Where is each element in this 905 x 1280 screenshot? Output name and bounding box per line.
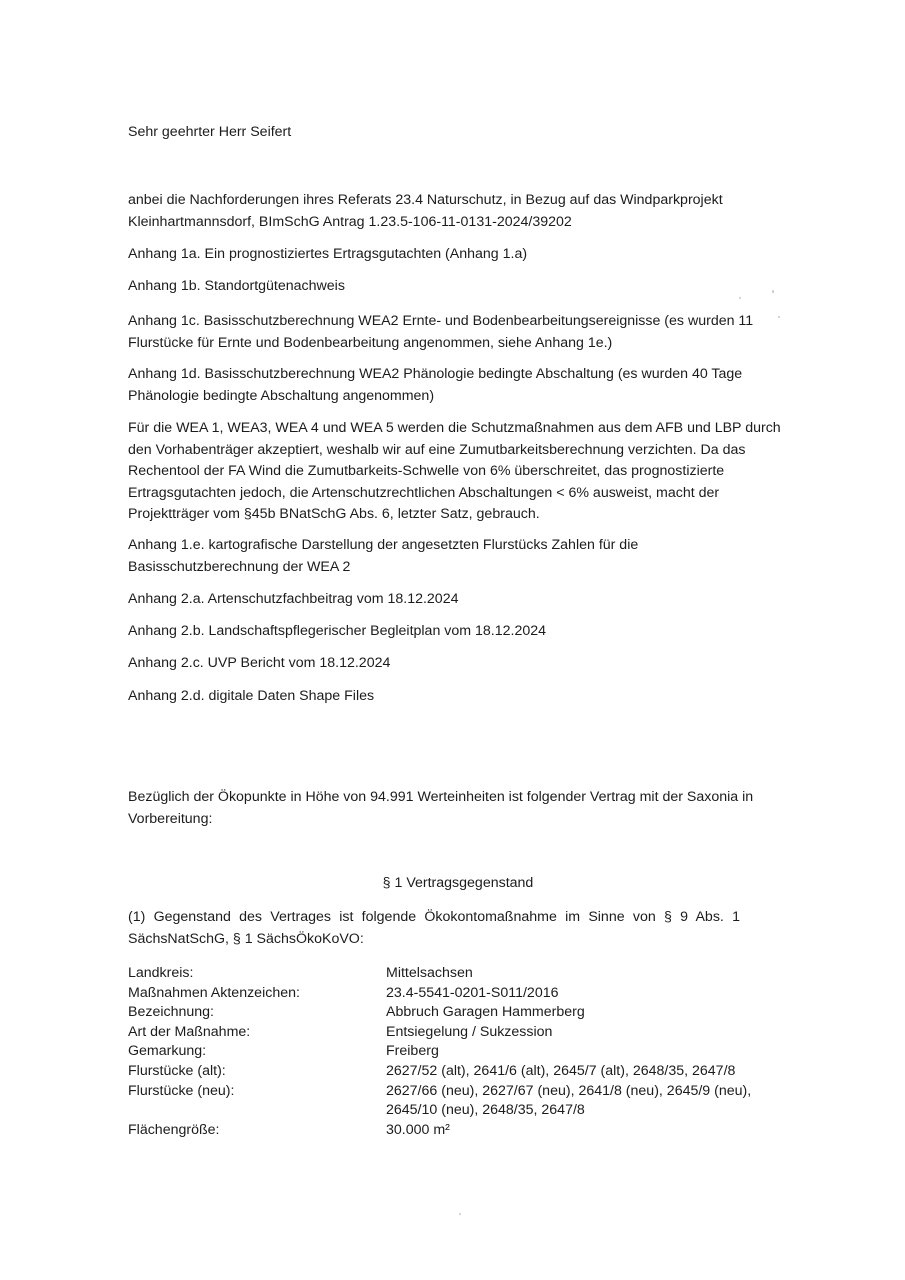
scan-speck: [772, 290, 774, 293]
detail-row: [128, 1003, 786, 1023]
measure-details-table: [128, 964, 786, 1140]
scan-speck: [778, 316, 780, 318]
detail-label: Maßnahmen Aktenzeichen:: [128, 984, 300, 1001]
annex-1c: Anhang 1c. Basisschutzberechnung WEA2 Ernte- und Bodenbearbeitungsereignisse (es wurden 11 Flurstücke für Ernte und Bodenbearbeitung angenommen, siehe Anhang 1e.): [128, 313, 754, 351]
annex-1a: Anhang 1a. Ein prognostiziertes Ertragsgutachten (Anhang 1.a): [128, 246, 528, 262]
detail-value: 2627/66 (neu), 2627/67 (neu), 2641/8 (neu), 2645/9 (neu), 2645/10 (neu), 2648/35, 2647/8: [386, 1082, 752, 1119]
detail-label: Flächengröße:: [128, 1121, 220, 1138]
annex-1b: Anhang 1b. Standortgütenachweis: [128, 278, 345, 294]
detail-label: Flurstücke (alt):: [128, 1062, 226, 1079]
detail-row: [128, 1121, 786, 1141]
section-heading: § 1 Vertragsgegenstand: [382, 875, 534, 891]
detail-value: Mittelsachsen: [386, 965, 473, 981]
detail-row: [128, 984, 786, 1004]
detail-label: Bezeichnung:: [128, 1004, 214, 1021]
wea-paragraph: Für die WEA 1, WEA3, WEA 4 und WEA 5 werden die Schutzmaßnahmen aus dem AFB und LBP durch den Vorhabenträger akzeptiert, weshalb wir auf eine Zumutbarkeitsberechnung verzichten. Da das Rechentool der FA Wind die Zumutbarkeits-Schwelle von 6% überschreitet, das prognostizierte Ertragsgutachten jedoch, die Artenschutzrechtlichen Abschaltungen < 6% ausweist, macht der Projektträger vom §45b BNatSchG Abs. 6, letzter Satz, gebrauch.: [128, 420, 781, 522]
clause-1: (1) Gegenstand des Vertrages ist folgende Ökokontomaßnahme im Sinne von § 9 Abs. 1 SächsNatSchG, § 1 SächsÖkoKoVO:: [128, 909, 740, 947]
annex-2c: Anhang 2.c. UVP Bericht vom 18.12.2024: [128, 655, 391, 671]
detail-label: Landkreis:: [128, 965, 194, 981]
detail-value: 30.000 m²: [386, 1121, 450, 1138]
intro-paragraph: anbei die Nachforderungen ihres Referats 23.4 Naturschutz, in Bezug auf das Windparkprojekt Kleinhartmannsdorf, BImSchG Antrag 1.23.5-106-11-0131-2024/39202: [128, 192, 723, 230]
detail-row: [128, 1023, 786, 1043]
annex-1e: Anhang 1.e. kartografische Darstellung der angesetzten Flurstücks Zahlen für die Basisschutzberechnung der WEA 2: [128, 537, 639, 575]
oekopunkte-paragraph: Bezüglich der Ökopunkte in Höhe von 94.991 Werteinheiten ist folgender Vertrag mit der Saxonia in Vorbereitung:: [128, 789, 754, 827]
detail-value: 23.4-5541-0201-S011/2016: [386, 984, 559, 1001]
detail-row: [128, 964, 786, 984]
scan-speck: [739, 297, 741, 299]
detail-row: [128, 1062, 786, 1082]
scan-speck: [459, 1213, 461, 1215]
detail-value: Abbruch Garagen Hammerberg: [386, 1004, 585, 1021]
salutation: Sehr geehrter Herr Seifert: [128, 124, 292, 140]
annex-2a: Anhang 2.a. Artenschutzfachbeitrag vom 18.12.2024: [128, 591, 459, 607]
annex-1d: Anhang 1d. Basisschutzberechnung WEA2 Phänologie bedingte Abschaltung (es wurden 40 Tage Phänologie bedingte Abschaltung angenommen): [128, 366, 743, 404]
detail-label: Gemarkung:: [128, 1043, 207, 1060]
detail-value: Freiberg: [386, 1043, 439, 1060]
detail-row: [128, 1082, 786, 1121]
detail-label: Flurstücke (neu):: [128, 1082, 235, 1099]
detail-value: 2627/52 (alt), 2641/6 (alt), 2645/7 (alt), 2648/35, 2647/8: [386, 1062, 736, 1079]
detail-value: Entsiegelung / Sukzession: [386, 1023, 553, 1040]
detail-label: Art der Maßnahme:: [128, 1023, 251, 1040]
annex-2b: Anhang 2.b. Landschaftspflegerischer Begleitplan vom 18.12.2024: [128, 623, 547, 639]
annex-2d: Anhang 2.d. digitale Daten Shape Files: [128, 688, 375, 704]
detail-row: [128, 1042, 786, 1062]
